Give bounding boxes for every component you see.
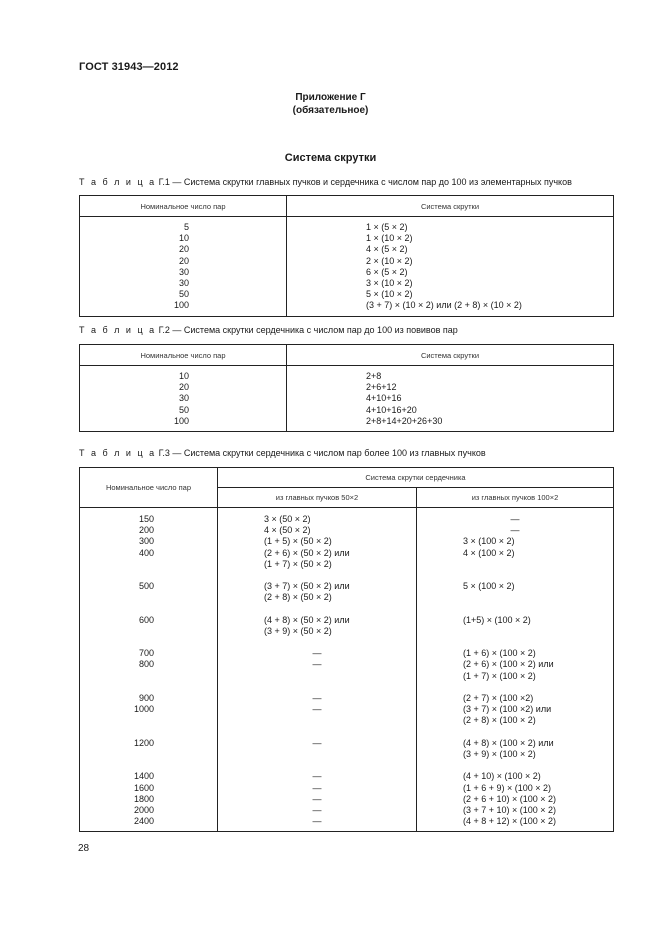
table3-caption (79, 448, 486, 458)
table3-100x2-cell: — (510, 525, 520, 536)
table3-100x2-cell: (2 + 8) × (100 × 2) (463, 715, 536, 726)
table3-50x2-cell: (1 + 7) × (50 × 2) (264, 558, 332, 569)
table3-100x2-cell: (1 + 6) × (100 × 2) (463, 648, 536, 659)
table2-pairs-cell: 10 (178, 371, 189, 381)
table1-system-cell: 6 × (5 × 2) (366, 266, 408, 277)
table3-50x2-cell (264, 727, 416, 738)
annex-heading (0, 91, 661, 117)
table3-header-pairs: Номинальное число пар (80, 468, 218, 508)
table3-caption-text: Г.3 — Система скрутки сердечника с числом пар более 100 из главных пучков (156, 448, 486, 458)
table3-100x2-cell (463, 559, 613, 570)
table3-50x2-cell: — (312, 704, 322, 715)
table3-100x2-cell: (4 + 8 + 12) × (100 × 2) (463, 816, 557, 827)
table3-pairs-cell: 200 (138, 525, 154, 536)
table2-system-cell: 2+8+14+20+26+30 (366, 415, 443, 426)
section-title: Система скрутки (284, 152, 377, 164)
table3-50x2-cell: — (312, 659, 322, 670)
table3-50x2-cell: (1 + 5) × (50 × 2) (264, 536, 332, 547)
table3-50x2-cell: (2 + 6) × (50 × 2) или (264, 547, 350, 558)
table3-100x2-cell (463, 570, 613, 581)
table2-system-cell: 2+8 (366, 371, 382, 381)
table3-pairs-cell: 600 (138, 614, 154, 625)
table3-pairs-cell (80, 715, 154, 726)
table3-50x2-cell: — (312, 737, 322, 748)
table3-100x2-cell: (2 + 6 + 10) × (100 × 2) (463, 793, 557, 804)
table3-pairs-cell: 150 (138, 514, 154, 524)
table3-50x2-cell (264, 637, 416, 648)
table1 (79, 195, 614, 317)
table3-50x2-cell (264, 604, 416, 615)
table3-100x2-cell: 3 × (100 × 2) (463, 536, 515, 547)
table3-100x2-cell: (1 + 7) × (100 × 2) (463, 670, 536, 681)
table3-pairs-cell: 1000 (133, 704, 154, 715)
table3-100x2-cell: (4 + 8) × (100 × 2) или (463, 737, 554, 748)
table3-pairs-cell (80, 604, 154, 615)
table2 (79, 344, 614, 432)
table3-50x2-cell: — (312, 816, 322, 827)
table1-system-cell: 5 × (10 × 2) (366, 289, 413, 300)
page-number: 28 (78, 843, 90, 854)
table1-system-column (287, 217, 614, 317)
table3-pairs-cell (80, 749, 154, 760)
table3-50x2-cell (264, 671, 416, 682)
annex-status: (обязательное) (292, 105, 369, 116)
table2-pairs-cell: 50 (178, 404, 189, 415)
table3-50x2-cell (264, 570, 416, 581)
table3-100x2-cell: (1 + 6 + 9) × (100 × 2) (463, 782, 552, 793)
table1-pairs-cell: 50 (178, 289, 189, 300)
table3-pairs-cell (80, 637, 154, 648)
table3-pairs-cell: 700 (138, 648, 154, 659)
table3-100x2-cell: — (510, 514, 520, 524)
table3-pairs-cell: 900 (138, 693, 154, 703)
table3-100x2-cell (463, 682, 613, 693)
table1-caption (79, 177, 572, 187)
table3-50x2-cell: — (312, 648, 322, 659)
table1-caption-text: Г.1 — Система скрутки главных пучков и сердечника с числом пар до 100 из элементарных пучков (156, 177, 572, 187)
table1-body (80, 217, 614, 317)
table3-pairs-cell: 2000 (133, 804, 154, 815)
table3-100x2-cell: (3 + 9) × (100 × 2) (463, 748, 536, 759)
table3-50x2-cell: (2 + 8) × (50 × 2) (264, 592, 332, 603)
table2-body (80, 366, 614, 432)
table1-system-cell: 1 × (10 × 2) (366, 233, 413, 244)
table1-system-cell: 4 × (5 × 2) (366, 244, 408, 255)
table3-50x2-cell: — (312, 782, 322, 793)
table2-caption-prefix: Т а б л и ц а (79, 325, 157, 335)
table3-header-100x2: из главных пучков 100×2 (417, 488, 614, 508)
table1-caption-prefix: Т а б л и ц а (79, 177, 157, 187)
table1-pairs-cell: 5 (183, 222, 189, 232)
table3-pairs-cell: 300 (138, 536, 154, 547)
table3-50x2-cell: (3 + 9) × (50 × 2) (264, 625, 332, 636)
table2-pairs-cell: 30 (178, 393, 189, 404)
annex-title: Приложение Г (295, 92, 366, 103)
table3-100x2-cell: (4 + 10) × (100 × 2) (463, 771, 541, 782)
table3-pairs-cell (80, 671, 154, 682)
table3-header-group: Система скрутки сердечника (218, 468, 614, 488)
table1-pairs-cell: 30 (178, 277, 189, 288)
table3-pairs-cell: 1400 (133, 771, 154, 782)
table3-50x2-cell: (3 + 7) × (50 × 2) или (264, 581, 350, 592)
table1-system-cell: 1 × (5 × 2) (366, 222, 408, 232)
table3-pairs-cell (80, 570, 154, 581)
table3-pairs-cell: 800 (138, 659, 154, 670)
table2-pairs-cell: 20 (178, 382, 189, 393)
table3-pairs-cell (80, 727, 154, 738)
table3-100x2-cell (463, 626, 613, 637)
table3-header-50x2: из главных пучков 50×2 (218, 488, 417, 508)
table3-50x2-cell: 4 × (50 × 2) (264, 525, 311, 536)
table3-pairs-cell: 2400 (133, 816, 154, 827)
table2-caption (79, 325, 458, 335)
table3-50x2-cell: — (312, 693, 322, 703)
table3-100x2-cell: 4 × (100 × 2) (463, 547, 515, 558)
table2-system-column (287, 366, 614, 432)
table3-pairs-cell: 400 (138, 547, 154, 558)
table3-100x2-cell: (1+5) × (100 × 2) (463, 614, 531, 625)
table3-50x2-cell: — (312, 771, 322, 782)
table3 (79, 467, 614, 832)
table3-100x2-cell (463, 727, 613, 738)
table3-pairs-column (80, 508, 218, 832)
table2-pairs-column (80, 366, 287, 432)
table1-system-cell: (3 + 7) × (10 × 2) или (2 + 8) × (10 × 2) (366, 300, 522, 311)
table1-pairs-cell: 10 (178, 233, 189, 244)
table3-pairs-cell (80, 592, 154, 603)
table3-50x2-cell: — (312, 804, 322, 815)
table3-50x2-cell (264, 749, 416, 760)
table1-pairs-column (80, 217, 287, 317)
table3-50x2-cell (264, 715, 416, 726)
table2-header-system: Система скрутки (287, 345, 614, 366)
table3-100x2-cell (463, 637, 613, 648)
table3-50x2-cell (264, 760, 416, 771)
table1-pairs-cell: 20 (178, 244, 189, 255)
table2-system-cell: 4+10+16 (366, 393, 402, 404)
table3-body (80, 508, 614, 832)
table3-100x2-cell: (3 + 7 + 10) × (100 × 2) (463, 804, 557, 815)
table3-100x2-column (417, 508, 614, 832)
table3-100x2-cell: (2 + 6) × (100 × 2) или (463, 659, 554, 670)
table3-pairs-cell: 500 (138, 581, 154, 592)
table2-pairs-cell: 100 (173, 415, 189, 426)
table3-pairs-cell (80, 760, 154, 771)
table2-system-cell: 2+6+12 (366, 382, 397, 393)
table3-100x2-cell: (3 + 7) × (100 ×2) или (463, 704, 552, 715)
table3-100x2-cell (463, 604, 613, 615)
table3-50x2-cell (264, 682, 416, 693)
table3-pairs-cell (80, 626, 154, 637)
table3-pairs-cell: 1800 (133, 793, 154, 804)
table2-header-pairs: Номинальное число пар (80, 345, 287, 366)
table3-100x2-cell (463, 760, 613, 771)
table3-100x2-cell: (2 + 7) × (100 ×2) (463, 693, 534, 703)
table1-pairs-cell: 100 (173, 300, 189, 311)
table3-pairs-cell (80, 559, 154, 570)
table3-caption-prefix: Т а б л и ц а (79, 448, 157, 458)
table1-system-cell: 3 × (10 × 2) (366, 277, 413, 288)
table3-50x2-cell: — (312, 793, 322, 804)
table3-pairs-cell: 1200 (133, 737, 154, 748)
table1-pairs-cell: 30 (178, 266, 189, 277)
table3-pairs-cell: 1600 (133, 782, 154, 793)
table3-100x2-cell (463, 592, 613, 603)
table2-caption-text: Г.2 — Система скрутки сердечника с числом пар до 100 из повивов пар (156, 325, 458, 335)
table3-pairs-cell (80, 682, 154, 693)
table1-header-system: Система скрутки (287, 196, 614, 217)
table3-100x2-cell: 5 × (100 × 2) (463, 581, 515, 592)
table3-50x2-column (218, 508, 417, 832)
table3-50x2-cell: 3 × (50 × 2) (264, 514, 311, 524)
table1-pairs-cell: 20 (178, 255, 189, 266)
table2-system-cell: 4+10+16+20 (366, 404, 417, 415)
table1-system-cell: 2 × (10 × 2) (366, 255, 413, 266)
table1-header-pairs: Номинальное число пар (80, 196, 287, 217)
document-id: ГОСТ 31943—2012 (79, 61, 179, 73)
table3-50x2-cell: (4 + 8) × (50 × 2) или (264, 614, 350, 625)
